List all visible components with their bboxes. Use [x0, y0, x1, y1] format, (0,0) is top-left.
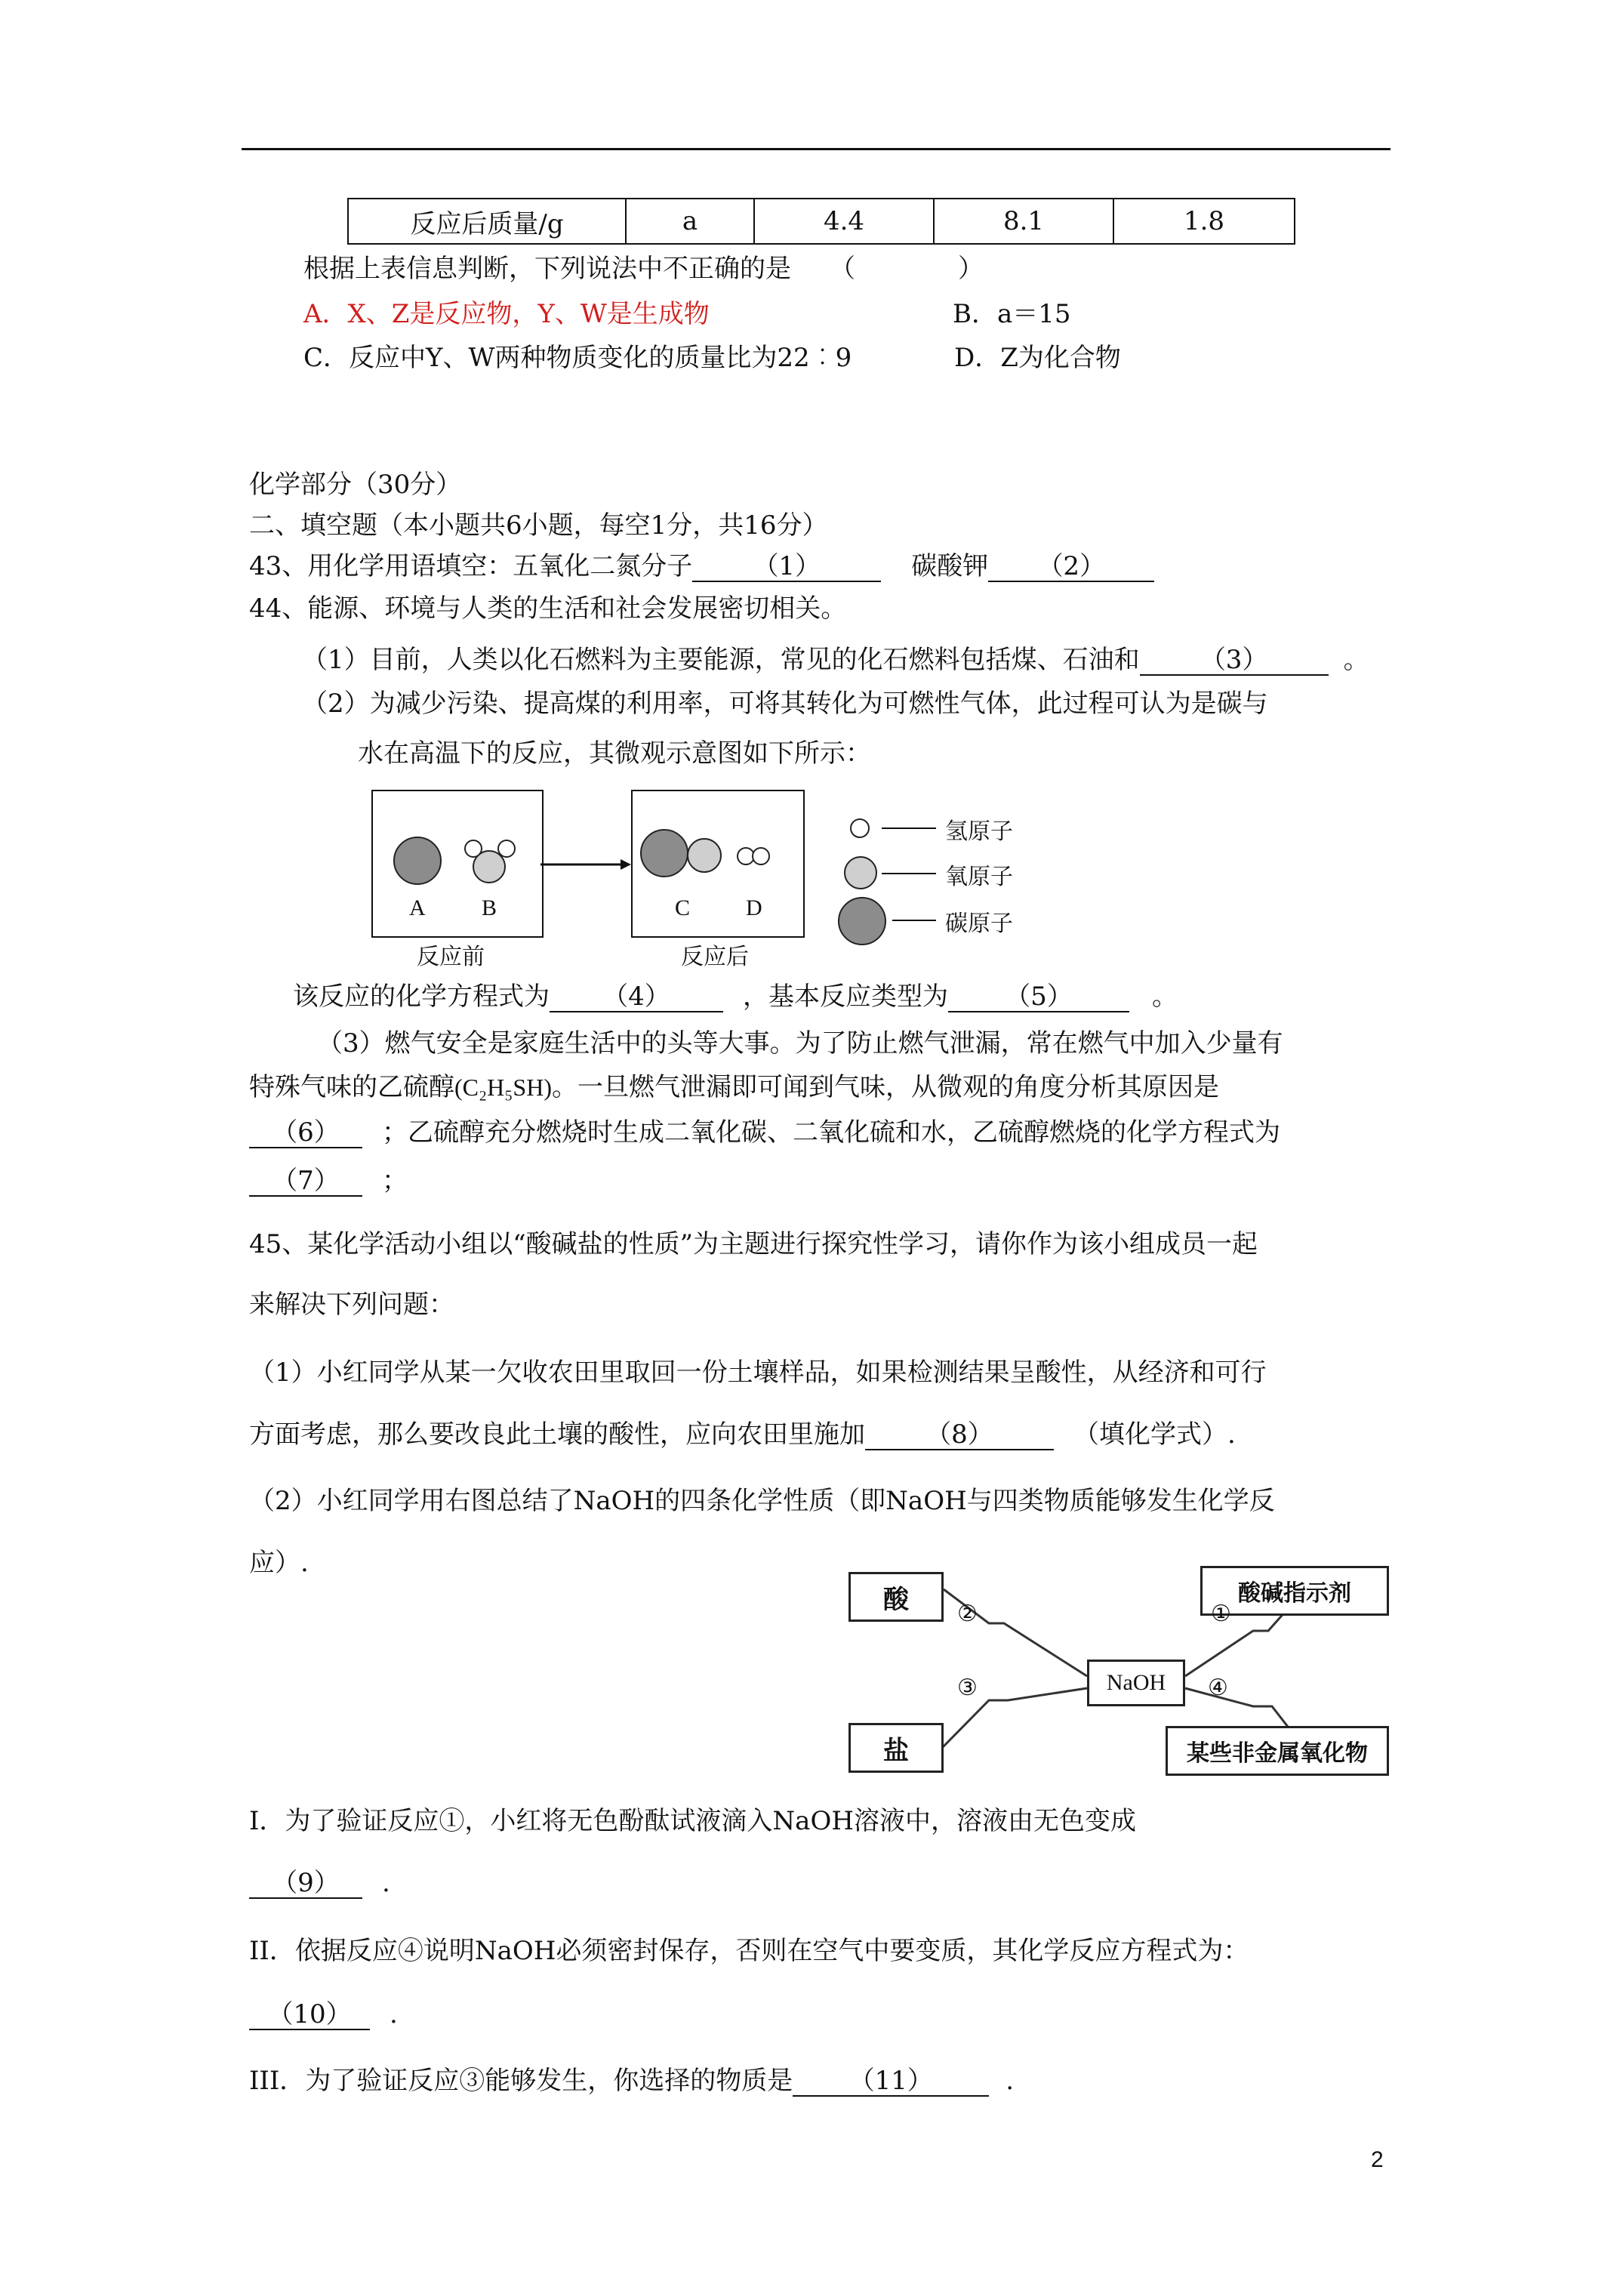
q45-i-answer — [249, 1866, 390, 1900]
mass-table — [347, 198, 1295, 245]
oxygen-legend-icon — [844, 856, 877, 889]
q42-option-a: A．X、Z是反应物，Y、W是生成物 — [303, 299, 710, 329]
q43-text-b: 碳酸钾 — [911, 551, 989, 581]
blank-8[interactable]: （8） — [865, 1420, 1054, 1450]
q42-stem: 根据上表信息判断，下列说法中不正确的是 （ ） — [303, 254, 984, 284]
legend-line — [882, 827, 936, 829]
label-d: D — [746, 895, 762, 920]
blank-5[interactable]: （5） — [948, 982, 1129, 1012]
q44-part3-line1: （3）燃气安全是家庭生活中的头等大事。为了防止燃气泄漏，常在燃气中加入少量有 — [317, 1028, 1283, 1059]
section-title: 化学部分（30分） — [249, 470, 462, 500]
label-a: A — [409, 895, 426, 920]
q45-ii-answer — [249, 1998, 398, 2031]
hydrogen-atom — [464, 840, 482, 858]
part-two-heading: 二、填空题（本小题共6小题，每空1分，共16分） — [249, 510, 828, 541]
nonmetal-oxide-box: 某些非金属氧化物 — [1166, 1726, 1389, 1776]
label-c: C — [675, 895, 691, 920]
marker-3: ③ — [957, 1675, 978, 1701]
marker-1: ① — [1211, 1601, 1231, 1627]
q44-part1-end: 。 — [1343, 645, 1369, 675]
q44-stem: 44、能源、环境与人类的生活和社会发展密切相关。 — [249, 593, 847, 624]
hydrogen-atom — [497, 840, 516, 858]
part3-text-a: 特殊气味的乙硫醇 — [249, 1072, 454, 1102]
iii-text: III．为了验证反应③能够发生，你选择的物质是 — [249, 2066, 793, 2096]
table-cell: 4.4 — [754, 199, 934, 244]
q45-iii-line — [249, 2064, 1014, 2097]
table-cell-label: 反应后质量/g — [348, 199, 626, 244]
type-text: ，基本反应类型为 — [743, 982, 948, 1012]
part1-end: （填化学式）. — [1073, 1419, 1236, 1450]
carbon-atom — [640, 829, 688, 877]
blank-2[interactable]: （2） — [988, 552, 1154, 582]
hydrogen-atom — [752, 847, 770, 865]
q43-line — [249, 550, 1154, 583]
after-label: 反应后 — [681, 945, 749, 969]
q42-option-c: C．反应中Y、W两种物质变化的质量比为22︰9 — [303, 343, 852, 373]
blank-3[interactable]: （3） — [1140, 646, 1329, 676]
oxygen-atom — [687, 838, 722, 873]
part3-text-c: ；乙硫醇充分燃烧时生成二氧化碳、二氧化硫和水，乙硫醇燃烧的化学方程式为 — [382, 1117, 1280, 1148]
equation-end: 。 — [1152, 982, 1178, 1012]
q45-i-line: I．为了验证反应①，小红将无色酚酞试液滴入NaOH溶液中，溶液由无色变成 — [249, 1806, 1136, 1836]
legend-line — [892, 920, 936, 921]
table-cell: 8.1 — [934, 199, 1113, 244]
page-number: 2 — [1371, 2147, 1384, 2172]
q43-text: 43、用化学用语填空：五氧化二氮分子 — [249, 551, 693, 581]
q45-part2-line2: 应）. — [249, 1548, 309, 1578]
naoh-properties-figure — [845, 1555, 1389, 1782]
salt-box: 盐 — [848, 1723, 944, 1773]
part1-text: 方面考虑，那么要改良此土壤的酸性，应向农田里施加 — [249, 1419, 865, 1450]
q44-part2-line1: （2）为减少污染、提高煤的利用率，可将其转化为可燃性气体，此过程可认为是碳与 — [302, 689, 1268, 719]
blank-10[interactable]: （10） — [249, 2000, 370, 2030]
equation-text: 该反应的化学方程式为 — [293, 982, 550, 1012]
marker-4: ④ — [1208, 1675, 1228, 1701]
naoh-center-box: NaOH — [1087, 1660, 1185, 1706]
legend-line — [882, 873, 936, 874]
q44-equation-line — [293, 980, 1178, 1013]
before-label: 反应前 — [417, 945, 485, 969]
q42-option-d: D．Z为化合物 — [954, 343, 1121, 373]
q45-part1-line1: （1）小红同学从某一欠收农田里取回一份土壤样品，如果检测结果呈酸性，从经济和可行 — [249, 1358, 1267, 1388]
legend-oxygen: 氧原子 — [945, 864, 1013, 889]
hydrogen-legend-icon — [850, 818, 870, 838]
q44-part1 — [302, 643, 1369, 676]
blank-6[interactable]: （6） — [249, 1118, 362, 1148]
q44-part3-line3 — [249, 1116, 1280, 1149]
marker-2: ② — [957, 1601, 978, 1627]
blank-1[interactable]: （1） — [692, 552, 881, 582]
q45-line1: 45、某化学活动小组以“酸碱盐的性质”为主题进行探究性学习，请你作为该小组成员一起 — [249, 1229, 1258, 1259]
q45-ii-line: II．依据反应④说明NaOH必须密封保存，否则在空气中要变质，其化学反应方程式为： — [249, 1936, 1249, 1966]
acid-box: 酸 — [848, 1572, 944, 1622]
carbon-atom — [393, 837, 442, 885]
legend-carbon: 碳原子 — [945, 911, 1013, 936]
q45-line2: 来解决下列问题： — [249, 1290, 454, 1320]
i-end: . — [382, 1868, 390, 1898]
q44-part1-text: （1）目前，人类以化石燃料为主要能源，常见的化石燃料包括煤、石油和 — [302, 645, 1140, 675]
q45-part1-line2 — [249, 1418, 1236, 1451]
blank-9[interactable]: （9） — [249, 1869, 362, 1899]
q42-option-b: B．a＝15 — [953, 299, 1071, 329]
table-row — [348, 199, 1295, 244]
header-rule — [242, 148, 1390, 150]
legend-hydrogen: 氢原子 — [945, 819, 1013, 844]
part3-end: ； — [382, 1166, 408, 1196]
iii-end: . — [1006, 2066, 1015, 2096]
blank-4[interactable]: （4） — [550, 982, 723, 1012]
blank-11[interactable]: （11） — [793, 2066, 989, 2097]
ethanethiol-formula: (C₂H₅SH) — [454, 1074, 552, 1101]
q44-part3-line2 — [249, 1071, 1219, 1104]
q45-part2-line1: （2）小红同学用右图总结了NaOH的四条化学性质（即NaOH与四类物质能够发生化学反 — [249, 1486, 1275, 1516]
table-cell: 1.8 — [1113, 199, 1295, 244]
blank-7[interactable]: （7） — [249, 1166, 362, 1197]
part3-text-b: 。一旦燃气泄漏即可闻到气味，从微观的角度分析其原因是 — [551, 1072, 1219, 1102]
q44-part2-line2: 水在高温下的反应，其微观示意图如下所示： — [358, 738, 871, 769]
table-cell: a — [626, 199, 754, 244]
indicator-box: 酸碱指示剂 — [1200, 1566, 1389, 1616]
ii-end: . — [390, 1999, 398, 2029]
q44-part3-line4 — [249, 1164, 408, 1197]
carbon-legend-icon — [838, 897, 886, 945]
label-b: B — [482, 895, 497, 920]
arrow-icon — [540, 853, 631, 876]
